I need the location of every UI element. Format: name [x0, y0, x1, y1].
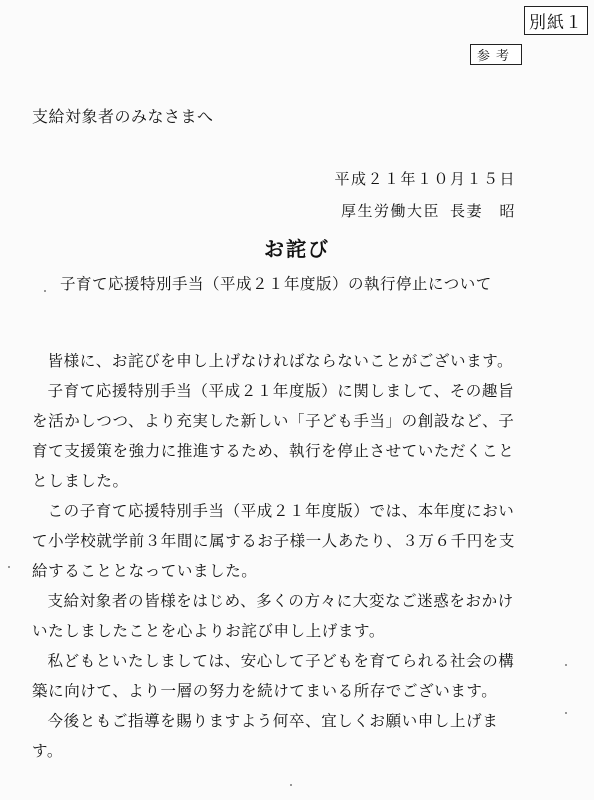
scan-speck — [290, 784, 292, 786]
scan-speck — [565, 664, 567, 666]
body-paragraph: 支給対象者の皆様をはじめ、多くの方々に大変なご迷惑をおかけいたしましたことを心よりお詫び申し上げます。 — [32, 592, 514, 640]
body-paragraph: この子育て応援特別手当（平成２１年度版）では、本年度において小学校就学前３年間に属するお子様一人あたり、３万６千円を支給することとなっていました。 — [32, 502, 516, 580]
body-paragraph: 私どもといたしましては、安心して子どもを育てられる社会の構築に向けて、より一層の努力を続けてまいる所存でございます。 — [32, 652, 515, 700]
letter-body — [32, 346, 528, 766]
recipient-line: 支給対象者のみなさまへ — [32, 107, 214, 126]
letter-author — [341, 200, 516, 221]
body-paragraph: 子育て応援特別手当（平成２１年度版）に関しまして、その趣旨を活かしつつ、より充実した新しい「子ども手当」の創設など、子育て支援策を強力に推進するため、執行を停止させていただくこととしました。 — [32, 382, 515, 490]
body-paragraph: 今後ともご指導を賜りますよう何卒、宜しくお願い申し上げます。 — [32, 712, 499, 760]
letter-subtitle: 子育て応援特別手当（平成２１年度版）の執行停止について — [60, 275, 492, 293]
reference-label: 参考 — [470, 44, 522, 65]
body-paragraph: 皆様に、お詫びを申し上げなければならないことがございます。 — [47, 352, 514, 370]
scan-speck — [44, 290, 46, 292]
letter-date: 平成２１年１０月１５日 — [334, 170, 516, 188]
author-title: 厚生労働大臣 — [340, 202, 440, 220]
author-name: 長妻 昭 — [449, 202, 516, 220]
scan-speck — [565, 712, 567, 714]
attachment-label: 別紙１ — [524, 6, 588, 35]
scan-speck — [8, 566, 10, 568]
letter-title: お詫び — [264, 237, 330, 261]
